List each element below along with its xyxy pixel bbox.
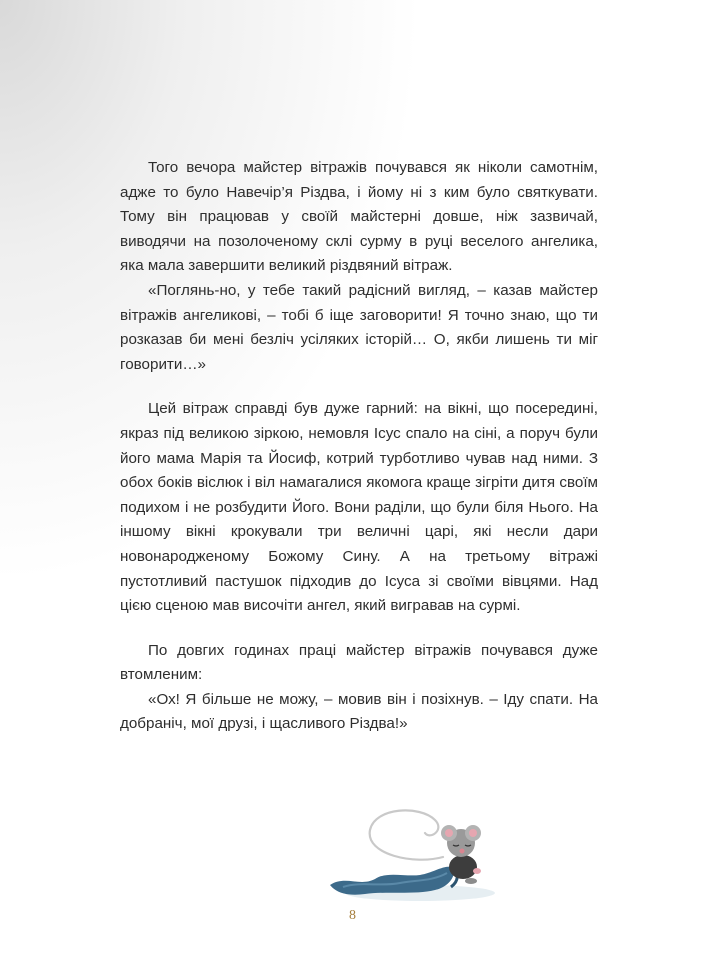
page-number: 8 [349, 908, 356, 923]
story-text [120, 156, 598, 737]
sleeping-mouse-illustration [325, 795, 495, 910]
paragraph-4: По довгих годинах праці майстер вітражів почувався дуже втомленим: [120, 641, 598, 684]
paragraph-2: «Поглянь-но, у тебе такий радісний вигляд, – казав майстер вітражів ангеликові, – тобі б іще заговорити! Я точно знаю, що ти розказав би мені безліч усіляких історій… О, якби лишень ти міг говорити…» [120, 281, 598, 373]
paragraph-5: «Ох! Я більше не можу, – мовив він і позіхнув. – Іду спати. На добраніч, мої друзі, і щасливого Різдва!» [120, 690, 598, 733]
paragraph-1: Того вечора майстер вітражів почувався як ніколи самотнім, адже то було Навечір’я Різдва, і йому ні з ким було святкувати. Тому він працював у своїй майстерні довше, ніж зазвичай, виводячи на позолоченому склі сурму в руці веселого ангелика, яка мала завершити великий різдвяний вітраж. [120, 159, 598, 275]
mouse-blanket-image [325, 795, 495, 905]
paragraph-3: Цей вітраж справді був дуже гарний: на вікні, що посередині, якраз під великою зіркою, немовля Ісус спало на сіні, а поруч були його мама Марія та Йосиф, котрий турботливо чував над ними. З обох боків віслюк і віл намагалися якомога краще зігріти дитя своїм подихом і не розбудити Його. Вони раділи, що були біля Нього. На іншому вікні крокували три величні царі, які несли дари новонародженому Божому Сину. А на третьому вітражі пустотливий пастушок підходив до Ісуса зі своїми вівцями. Над цією сценою мав височіти ангел, який вигравав на сурмі. [120, 400, 598, 615]
